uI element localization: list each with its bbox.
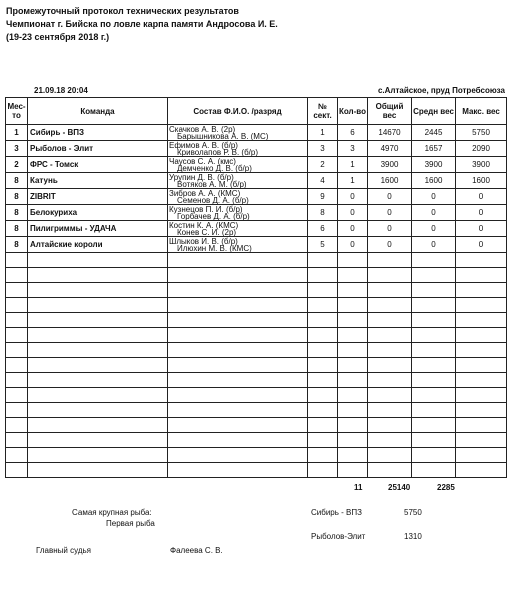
max-weight-cell: 1600 xyxy=(456,173,507,189)
col-header-place: Мес-то xyxy=(6,98,28,125)
avg-weight-cell: 0 xyxy=(412,221,456,237)
empty-cell xyxy=(308,388,338,403)
member-1: Кузнецов П. И. (б/р) xyxy=(169,204,243,214)
empty-cell xyxy=(368,313,412,328)
place-cell: 8 xyxy=(6,173,28,189)
sector-cell: 2 xyxy=(308,157,338,173)
protocol-datetime: 21.09.18 20:04 xyxy=(34,86,88,95)
sector-cell: 5 xyxy=(308,237,338,253)
empty-cell xyxy=(368,448,412,463)
empty-cell xyxy=(368,418,412,433)
empty-cell xyxy=(308,433,338,448)
team-cell: Сибирь - ВПЗ xyxy=(28,125,168,141)
empty-cell xyxy=(412,298,456,313)
sector-cell: 9 xyxy=(308,189,338,205)
member-1: Зибров А. А. (КМС) xyxy=(169,188,241,198)
empty-cell xyxy=(368,388,412,403)
total-count: 11 xyxy=(354,483,363,492)
empty-cell xyxy=(6,418,28,433)
col-header-team: Команда xyxy=(28,98,168,125)
empty-cell xyxy=(456,283,507,298)
team-cell: ZIBRIT xyxy=(28,189,168,205)
empty-row xyxy=(6,283,507,298)
empty-cell xyxy=(28,373,168,388)
table-row xyxy=(6,237,507,253)
team-cell: ФРС - Томск xyxy=(28,157,168,173)
first-fish-weight: 1310 xyxy=(404,532,422,541)
max-weight-cell: 0 xyxy=(456,205,507,221)
table-header-row xyxy=(6,98,507,125)
empty-cell xyxy=(412,253,456,268)
avg-weight-cell: 1600 xyxy=(412,173,456,189)
empty-cell xyxy=(368,328,412,343)
empty-cell xyxy=(6,403,28,418)
empty-row xyxy=(6,268,507,283)
member-2: Демченко Д. В. (б/р) xyxy=(177,163,252,173)
empty-cell xyxy=(456,433,507,448)
sector-cell: 8 xyxy=(308,205,338,221)
empty-cell xyxy=(338,388,368,403)
biggest-fish-weight: 5750 xyxy=(404,508,422,517)
member-2: Конев С. И. (2р) xyxy=(177,227,237,237)
empty-cell xyxy=(168,358,308,373)
avg-weight-cell: 0 xyxy=(412,189,456,205)
max-weight-cell: 5750 xyxy=(456,125,507,141)
empty-cell xyxy=(6,448,28,463)
place-cell: 3 xyxy=(6,141,28,157)
max-weight-cell: 0 xyxy=(456,221,507,237)
championship-title: Чемпионат г. Бийска по ловле карпа памяти Андросова И. Е. xyxy=(6,19,278,29)
empty-cell xyxy=(6,268,28,283)
empty-cell xyxy=(168,343,308,358)
empty-cell xyxy=(412,373,456,388)
max-weight-cell: 2090 xyxy=(456,141,507,157)
empty-cell xyxy=(412,358,456,373)
table-row xyxy=(6,157,507,173)
sector-cell: 3 xyxy=(308,141,338,157)
empty-cell xyxy=(412,283,456,298)
empty-cell xyxy=(168,373,308,388)
empty-cell xyxy=(456,313,507,328)
empty-cell xyxy=(412,388,456,403)
table-row xyxy=(6,125,507,141)
empty-row xyxy=(6,388,507,403)
member-1: Костин К. А. (КМС) xyxy=(169,220,239,230)
empty-row xyxy=(6,418,507,433)
empty-cell xyxy=(368,358,412,373)
total-weight-cell: 4970 xyxy=(368,141,412,157)
empty-cell xyxy=(412,463,456,478)
empty-cell xyxy=(28,343,168,358)
place-cell: 8 xyxy=(6,189,28,205)
empty-cell xyxy=(168,253,308,268)
empty-cell xyxy=(168,418,308,433)
team-cell: Алтайские короли xyxy=(28,237,168,253)
avg-weight-cell: 3900 xyxy=(412,157,456,173)
empty-cell xyxy=(456,343,507,358)
team-cell: Рыболов - Элит xyxy=(28,141,168,157)
empty-cell xyxy=(308,268,338,283)
empty-cell xyxy=(368,343,412,358)
members-cell xyxy=(168,189,308,205)
member-1: Урупин Д. В. (б/р) xyxy=(169,172,234,182)
empty-cell xyxy=(308,373,338,388)
empty-cell xyxy=(412,403,456,418)
event-dates: (19-23 сентября 2018 г.) xyxy=(6,32,110,42)
empty-row xyxy=(6,328,507,343)
avg-weight-cell: 0 xyxy=(412,237,456,253)
empty-cell xyxy=(412,418,456,433)
empty-cell xyxy=(6,373,28,388)
count-cell: 6 xyxy=(338,125,368,141)
empty-cell xyxy=(28,418,168,433)
empty-cell xyxy=(456,358,507,373)
empty-cell xyxy=(6,388,28,403)
member-2: Илюхин М. В. (КМС) xyxy=(177,243,252,253)
empty-row xyxy=(6,253,507,268)
empty-cell xyxy=(456,418,507,433)
empty-cell xyxy=(338,373,368,388)
max-weight-cell: 0 xyxy=(456,189,507,205)
biggest-fish-label: Самая крупная рыба: xyxy=(72,508,152,517)
member-2: Семенов Д. А. (б/р) xyxy=(177,195,249,205)
empty-cell xyxy=(456,253,507,268)
empty-cell xyxy=(308,343,338,358)
empty-cell xyxy=(308,283,338,298)
chief-judge-name: Фалеева С. В. xyxy=(170,546,223,555)
table-row xyxy=(6,189,507,205)
total-weight-cell: 0 xyxy=(368,237,412,253)
empty-cell xyxy=(456,298,507,313)
empty-row xyxy=(6,433,507,448)
sector-cell: 6 xyxy=(308,221,338,237)
count-cell: 1 xyxy=(338,173,368,189)
empty-cell xyxy=(412,313,456,328)
empty-cell xyxy=(28,403,168,418)
team-cell: Белокуриха xyxy=(28,205,168,221)
empty-cell xyxy=(6,298,28,313)
team-cell: Катунь xyxy=(28,173,168,189)
table-row xyxy=(6,221,507,237)
empty-row xyxy=(6,448,507,463)
results-body xyxy=(6,125,507,478)
empty-cell xyxy=(6,313,28,328)
count-cell: 3 xyxy=(338,141,368,157)
col-header-members: Состав Ф.И.О. /разряд xyxy=(168,98,308,125)
empty-cell xyxy=(168,448,308,463)
empty-cell xyxy=(6,358,28,373)
col-header-avg: Средн вес xyxy=(412,98,456,125)
empty-cell xyxy=(338,448,368,463)
place-cell: 2 xyxy=(6,157,28,173)
empty-cell xyxy=(368,373,412,388)
members-cell xyxy=(168,237,308,253)
avg-weight-cell: 0 xyxy=(412,205,456,221)
table-row xyxy=(6,141,507,157)
empty-cell xyxy=(338,283,368,298)
first-fish-team: Рыболов-Элит xyxy=(311,532,366,541)
team-cell: Пилигриммы - УДАЧА xyxy=(28,221,168,237)
members-cell xyxy=(168,173,308,189)
empty-cell xyxy=(6,283,28,298)
empty-cell xyxy=(412,433,456,448)
members-cell xyxy=(168,157,308,173)
empty-cell xyxy=(338,433,368,448)
empty-cell xyxy=(28,448,168,463)
empty-cell xyxy=(338,343,368,358)
total-weight: 25140 xyxy=(388,483,411,492)
empty-cell xyxy=(28,388,168,403)
empty-cell xyxy=(412,448,456,463)
col-header-total: Общий вес xyxy=(368,98,412,125)
total-weight-cell: 0 xyxy=(368,189,412,205)
empty-cell xyxy=(308,313,338,328)
empty-cell xyxy=(456,328,507,343)
col-header-sector: № сект. xyxy=(308,98,338,125)
empty-cell xyxy=(338,358,368,373)
empty-row xyxy=(6,358,507,373)
empty-cell xyxy=(168,268,308,283)
empty-cell xyxy=(168,433,308,448)
empty-cell xyxy=(6,433,28,448)
count-cell: 0 xyxy=(338,205,368,221)
members-cell xyxy=(168,125,308,141)
table-row xyxy=(6,205,507,221)
chief-judge-label: Главный судья xyxy=(36,546,92,555)
empty-row xyxy=(6,403,507,418)
empty-cell xyxy=(28,283,168,298)
count-cell: 0 xyxy=(338,189,368,205)
empty-cell xyxy=(168,283,308,298)
empty-cell xyxy=(338,313,368,328)
empty-row xyxy=(6,298,507,313)
empty-cell xyxy=(308,298,338,313)
empty-cell xyxy=(338,253,368,268)
member-1: Шлыков И. В. (б/р) xyxy=(169,236,238,246)
empty-cell xyxy=(6,463,28,478)
empty-cell xyxy=(308,418,338,433)
members-cell xyxy=(168,141,308,157)
members-cell xyxy=(168,221,308,237)
col-header-max: Макс. вес xyxy=(456,98,507,125)
table-row xyxy=(6,173,507,189)
total-weight-cell: 0 xyxy=(368,205,412,221)
empty-cell xyxy=(168,298,308,313)
col-header-count: Кол-во xyxy=(338,98,368,125)
empty-cell xyxy=(338,403,368,418)
count-cell: 1 xyxy=(338,157,368,173)
results-table xyxy=(5,97,507,478)
biggest-fish-team: Сибирь - ВПЗ xyxy=(311,508,362,517)
empty-cell xyxy=(308,328,338,343)
empty-cell xyxy=(168,313,308,328)
empty-cell xyxy=(168,403,308,418)
empty-cell xyxy=(368,268,412,283)
empty-cell xyxy=(456,448,507,463)
empty-cell xyxy=(368,403,412,418)
member-2: Барышникова А. В. (МС) xyxy=(177,131,269,141)
empty-cell xyxy=(338,298,368,313)
empty-cell xyxy=(412,343,456,358)
empty-cell xyxy=(28,463,168,478)
empty-cell xyxy=(28,358,168,373)
count-cell: 0 xyxy=(338,221,368,237)
count-cell: 0 xyxy=(338,237,368,253)
place-cell: 8 xyxy=(6,237,28,253)
member-2: Криволапов Р. В. (б/р) xyxy=(177,147,259,157)
place-cell: 1 xyxy=(6,125,28,141)
empty-cell xyxy=(168,328,308,343)
first-fish-label: Первая рыба xyxy=(106,519,155,528)
empty-cell xyxy=(456,268,507,283)
empty-cell xyxy=(6,328,28,343)
member-1: Ефимов А. В. (б/р) xyxy=(169,140,238,150)
empty-cell xyxy=(368,298,412,313)
empty-cell xyxy=(412,268,456,283)
empty-cell xyxy=(368,253,412,268)
empty-cell xyxy=(6,343,28,358)
empty-row xyxy=(6,463,507,478)
member-2: Вотяков А. М. (б/р) xyxy=(177,179,247,189)
empty-row xyxy=(6,313,507,328)
max-weight-cell: 0 xyxy=(456,237,507,253)
place-cell: 8 xyxy=(6,221,28,237)
empty-cell xyxy=(308,403,338,418)
empty-cell xyxy=(368,463,412,478)
empty-cell xyxy=(28,313,168,328)
empty-cell xyxy=(168,463,308,478)
place-cell: 8 xyxy=(6,205,28,221)
empty-row xyxy=(6,373,507,388)
empty-cell xyxy=(338,463,368,478)
total-weight-cell: 3900 xyxy=(368,157,412,173)
empty-cell xyxy=(338,328,368,343)
member-2: Горбачев Д. А. (б/р) xyxy=(177,211,250,221)
empty-cell xyxy=(6,253,28,268)
avg-weight-cell: 2445 xyxy=(412,125,456,141)
empty-cell xyxy=(456,463,507,478)
event-location: с.Алтайское, пруд Потребсоюза xyxy=(377,86,505,95)
empty-cell xyxy=(456,403,507,418)
empty-cell xyxy=(28,298,168,313)
empty-cell xyxy=(456,373,507,388)
empty-cell xyxy=(28,253,168,268)
member-1: Чаусов С. А. (кмс) xyxy=(169,156,236,166)
empty-cell xyxy=(28,433,168,448)
max-weight-cell: 3900 xyxy=(456,157,507,173)
empty-cell xyxy=(368,433,412,448)
empty-cell xyxy=(28,328,168,343)
empty-cell xyxy=(412,328,456,343)
empty-row xyxy=(6,343,507,358)
sector-cell: 1 xyxy=(308,125,338,141)
total-average: 2285 xyxy=(437,483,455,492)
avg-weight-cell: 1657 xyxy=(412,141,456,157)
total-weight-cell: 1600 xyxy=(368,173,412,189)
empty-cell xyxy=(308,358,338,373)
empty-cell xyxy=(456,388,507,403)
sector-cell: 4 xyxy=(308,173,338,189)
member-1: Скачков А. В. (2р) xyxy=(169,124,236,134)
empty-cell xyxy=(338,418,368,433)
total-weight-cell: 14670 xyxy=(368,125,412,141)
empty-cell xyxy=(338,268,368,283)
protocol-title: Промежуточный протокол технических результатов xyxy=(6,6,239,16)
empty-cell xyxy=(168,388,308,403)
empty-cell xyxy=(308,463,338,478)
empty-cell xyxy=(308,253,338,268)
empty-cell xyxy=(308,448,338,463)
empty-cell xyxy=(28,268,168,283)
total-weight-cell: 0 xyxy=(368,221,412,237)
members-cell xyxy=(168,205,308,221)
empty-cell xyxy=(368,283,412,298)
